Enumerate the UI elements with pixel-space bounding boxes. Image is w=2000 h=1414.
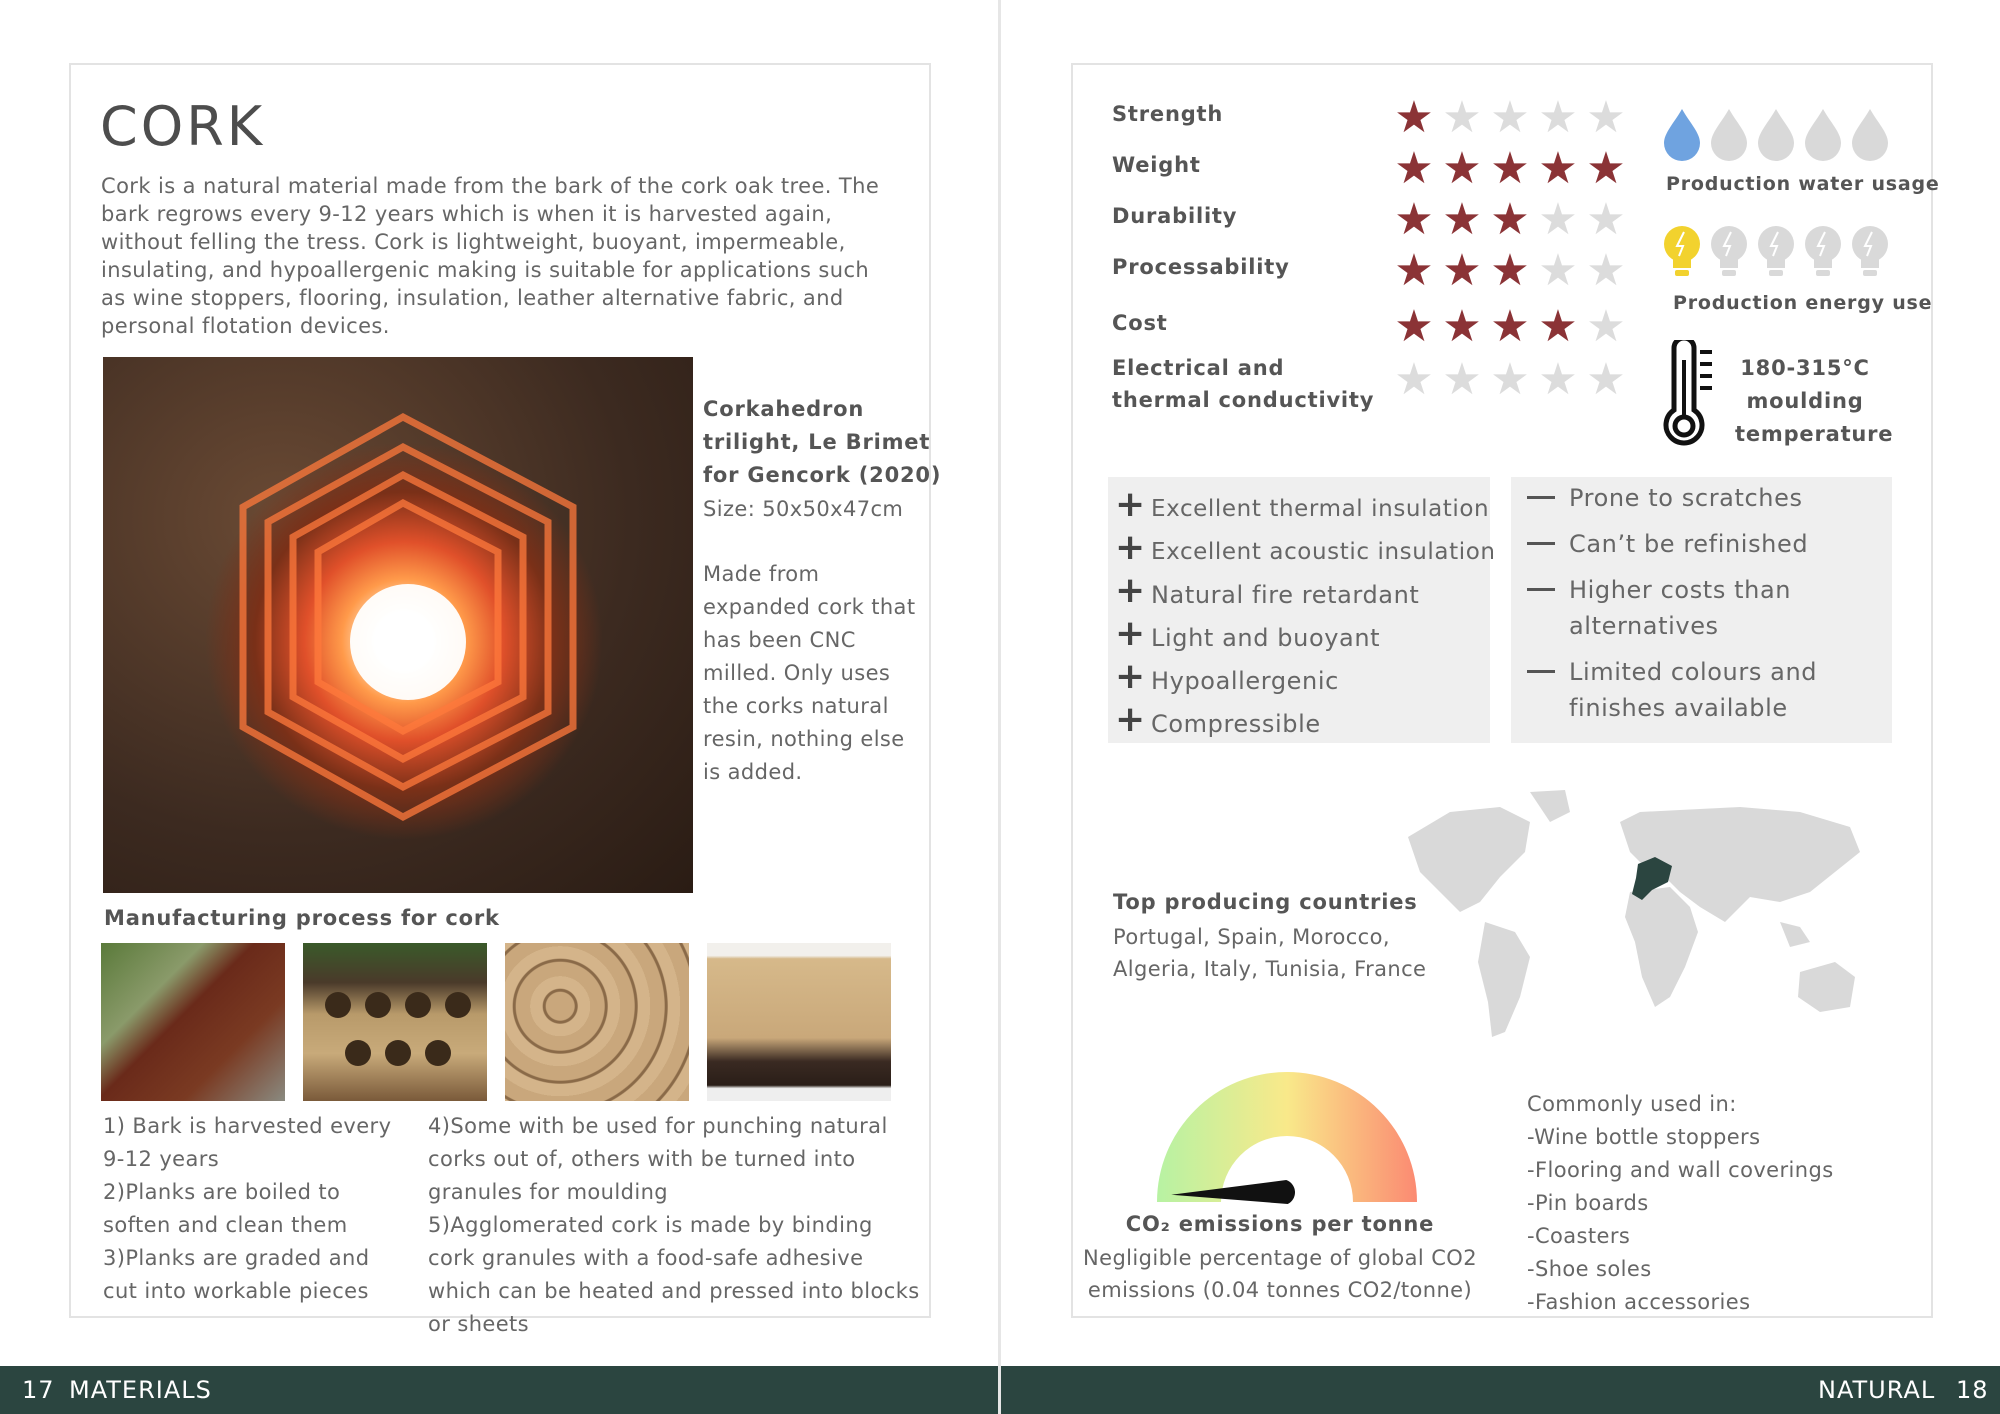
star-icon: ★ — [1538, 143, 1578, 194]
rating-stars — [1390, 143, 1630, 194]
co2-line1: Negligible percentage of global CO2 — [1083, 1246, 1477, 1270]
star-icon: ★ — [1442, 301, 1482, 352]
pro-item — [1115, 699, 1495, 742]
use-item: -Flooring and wall coverings — [1527, 1158, 1834, 1182]
temperature-value: 180-315°C — [1740, 356, 1870, 380]
pro-item — [1115, 484, 1495, 527]
star-icon: ★ — [1586, 245, 1626, 296]
star-icon: ★ — [1586, 194, 1626, 245]
rating-stars — [1390, 194, 1630, 245]
right-footer — [1001, 1366, 2000, 1414]
star-icon: ★ — [1538, 194, 1578, 245]
star-icon: ★ — [1538, 354, 1578, 405]
right-page-number: 18 — [1956, 1376, 1989, 1404]
process-step-3: 3)Planks are graded and cut into workable pieces — [103, 1246, 370, 1303]
uses-heading: Commonly used in: — [1527, 1092, 1737, 1116]
pro-text: Excellent acoustic insulation — [1151, 539, 1496, 565]
uses-list — [1527, 1121, 1834, 1319]
use-item: -Shoe soles — [1527, 1257, 1652, 1281]
star-icon: ★ — [1586, 354, 1626, 405]
process-photo-planks — [303, 943, 487, 1101]
con-item — [1527, 654, 1887, 726]
pro-item — [1115, 527, 1495, 570]
minus-icon — [1527, 588, 1555, 591]
plus-icon: + — [1115, 527, 1146, 568]
rating-stars — [1390, 245, 1630, 296]
temperature-line2: moulding — [1746, 389, 1864, 413]
caption-size: Size: 50x50x47cm — [703, 497, 904, 521]
rating-stars — [1390, 301, 1630, 352]
book-spine — [998, 0, 1001, 1414]
process-steps-right — [428, 1110, 923, 1341]
process-steps-left — [103, 1110, 403, 1308]
left-page-number: 17 — [22, 1376, 55, 1404]
star-icon: ★ — [1490, 245, 1530, 296]
use-item: -Fashion accessories — [1527, 1290, 1751, 1314]
rating-label: Electrical and thermal conductivity — [1112, 356, 1375, 412]
top-producers-line2: Algeria, Italy, Tunisia, France — [1113, 957, 1427, 981]
star-icon: ★ — [1442, 92, 1482, 143]
caption-title-2: trilight, Le Brimet — [703, 430, 931, 454]
rating-label: Cost — [1112, 311, 1168, 335]
left-section-name: MATERIALS — [69, 1376, 212, 1404]
temperature-line3: temperature — [1735, 422, 1894, 446]
cons-list — [1527, 480, 1887, 736]
right-section-name: NATURAL — [1818, 1376, 1936, 1404]
plus-icon: + — [1115, 699, 1146, 740]
water-drop-icon — [1709, 107, 1749, 161]
star-icon: ★ — [1586, 92, 1626, 143]
use-item: -Pin boards — [1527, 1191, 1649, 1215]
star-icon: ★ — [1586, 143, 1626, 194]
corkahedron-photo — [103, 357, 693, 893]
top-producers-heading: Top producing countries — [1113, 890, 1418, 914]
pros-list — [1115, 484, 1495, 742]
plus-icon: + — [1115, 570, 1146, 611]
star-icon: ★ — [1394, 301, 1434, 352]
con-text: Limited colours and finishes available — [1569, 658, 1818, 722]
minus-icon — [1527, 542, 1555, 545]
light-bulb-icon — [1803, 224, 1843, 282]
star-icon: ★ — [1490, 194, 1530, 245]
pro-item — [1115, 613, 1495, 656]
caption-title-3: for Gencork (2020) — [703, 463, 942, 487]
rating-label: Durability — [1112, 204, 1238, 228]
water-usage-drops — [1660, 105, 1900, 165]
pro-text: Compressible — [1151, 710, 1321, 738]
process-step-5: 5)Agglomerated cork is made by binding cork granules with a food-safe adhesive which can be heated and pressed into blocks or sheets — [428, 1213, 920, 1336]
star-icon: ★ — [1490, 354, 1530, 405]
left-footer — [0, 1366, 998, 1414]
star-icon: ★ — [1490, 92, 1530, 143]
caption-description: Made from expanded cork that has been CNC milled. Only uses the corks natural resin, nothing else is added. — [703, 562, 916, 784]
process-photo-sheets — [707, 943, 891, 1101]
world-map — [1380, 782, 1900, 1082]
star-icon: ★ — [1394, 245, 1434, 296]
use-item: -Coasters — [1527, 1224, 1631, 1248]
pro-text: Light and buoyant — [1151, 624, 1381, 652]
star-icon: ★ — [1442, 245, 1482, 296]
plus-icon: + — [1115, 484, 1146, 525]
co2-gauge — [1155, 1070, 1419, 1205]
page-title: CORK — [100, 95, 266, 158]
star-icon: ★ — [1442, 354, 1482, 405]
star-icon: ★ — [1394, 354, 1434, 405]
con-text: Higher costs than alternatives — [1569, 576, 1792, 640]
thermometer-icon — [1660, 340, 1720, 450]
pro-text: Excellent thermal insulation — [1151, 496, 1490, 522]
con-item — [1527, 480, 1887, 516]
light-bulb-icon — [1709, 224, 1749, 282]
process-photo-corks — [505, 943, 689, 1101]
water-usage-label: Production water usage — [1666, 173, 1940, 195]
star-icon: ★ — [1586, 301, 1626, 352]
star-icon: ★ — [1490, 143, 1530, 194]
process-step-2: 2)Planks are boiled to soften and clean them — [103, 1180, 348, 1237]
rating-stars — [1390, 354, 1630, 405]
light-bulb-icon — [1850, 224, 1890, 282]
star-icon: ★ — [1538, 92, 1578, 143]
minus-icon — [1527, 670, 1555, 673]
water-drop-icon — [1662, 107, 1702, 161]
intro-paragraph: Cork is a natural material made from the bark of the cork oak tree. The bark regrows every 9-12 years which is when it is harvested again, without felling the tress. Cork is lightweight, buoyant, impermeable, insulating, and hypoallergenic making is suitable for applications such as wine stoppers, flooring, insulation, leather alternative fabric, and personal flotation devices. — [101, 174, 880, 338]
co2-heading: CO₂ emissions per tonne — [1125, 1212, 1435, 1236]
pro-text: Hypoallergenic — [1151, 667, 1339, 695]
water-drop-icon — [1850, 107, 1890, 161]
rating-label: Weight — [1112, 153, 1201, 177]
energy-use-label: Production energy use — [1673, 292, 1933, 314]
star-icon: ★ — [1538, 301, 1578, 352]
con-item — [1527, 526, 1887, 562]
process-step-1: 1) Bark is harvested every 9-12 years — [103, 1114, 392, 1171]
minus-icon — [1527, 496, 1555, 499]
caption-title-1: Corkahedron — [703, 397, 865, 421]
water-drop-icon — [1803, 107, 1843, 161]
star-icon: ★ — [1394, 194, 1434, 245]
process-step-4: 4)Some with be used for punching natural corks out of, others with be turned into granules for moulding — [428, 1114, 888, 1204]
star-icon: ★ — [1538, 245, 1578, 296]
process-heading: Manufacturing process for cork — [104, 906, 500, 930]
con-text: Can’t be refinished — [1569, 530, 1809, 558]
energy-use-bulbs — [1660, 222, 1900, 282]
con-text: Prone to scratches — [1569, 484, 1803, 512]
plus-icon: + — [1115, 656, 1146, 697]
process-photo-bark — [101, 943, 285, 1101]
light-bulb-icon — [1662, 224, 1702, 282]
plus-icon: + — [1115, 613, 1146, 654]
top-producers-line1: Portugal, Spain, Morocco, — [1113, 925, 1390, 949]
water-drop-icon — [1756, 107, 1796, 161]
rating-label: Processability — [1112, 255, 1290, 279]
pro-item — [1115, 570, 1495, 613]
light-bulb-icon — [1756, 224, 1796, 282]
star-icon: ★ — [1394, 143, 1434, 194]
pro-text: Natural fire retardant — [1151, 581, 1420, 609]
use-item: -Wine bottle stoppers — [1527, 1125, 1761, 1149]
co2-line2: emissions (0.04 tonnes CO2/tonne) — [1087, 1278, 1473, 1302]
pro-item — [1115, 656, 1495, 699]
star-icon: ★ — [1442, 143, 1482, 194]
con-item — [1527, 572, 1887, 644]
rating-label: Strength — [1112, 102, 1224, 126]
star-icon: ★ — [1490, 301, 1530, 352]
star-icon: ★ — [1394, 92, 1434, 143]
star-icon: ★ — [1442, 194, 1482, 245]
rating-stars — [1390, 92, 1630, 143]
